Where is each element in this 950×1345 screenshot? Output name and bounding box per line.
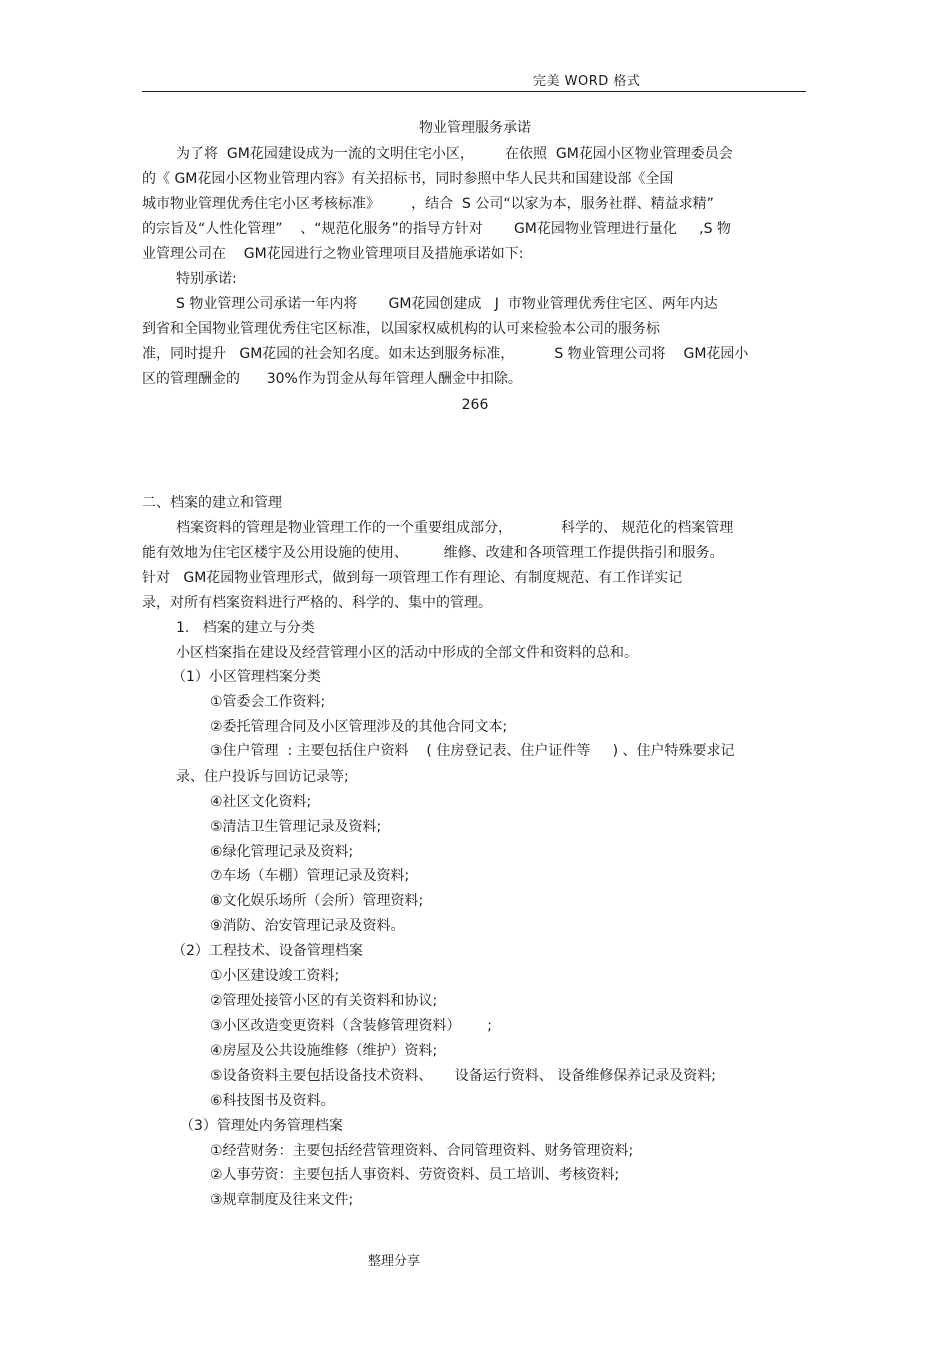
section1-title: 物业管理服务承诺 bbox=[419, 120, 531, 136]
list-item: ⑥绿化管理记录及资料; bbox=[210, 844, 354, 860]
paragraph-line: S 物业管理公司承诺一年内将 GM花园创建成 J 市物业管理优秀住宅区、两年内达 bbox=[176, 296, 718, 312]
list-item: ①经营财务：主要包括经营管理资料、合同管理资料、财务管理资料; bbox=[210, 1143, 634, 1159]
list-item: ⑨消防、治安管理记录及资料。 bbox=[210, 918, 405, 934]
subsection-heading: 1. 档案的建立与分类 bbox=[176, 620, 315, 636]
list-item: ③住户管理 : 主要包括住户资料 ( 住房登记表、住户证件等 ) 、住户特殊要求记 bbox=[210, 743, 735, 759]
paragraph-line: 的《 GM花园小区物业管理内容》有关招标书，同时参照中华人民共和国建设部《全国 bbox=[142, 171, 674, 187]
list-item: ⑧文化娱乐场所（会所）管理资料; bbox=[210, 893, 424, 909]
header-rule bbox=[142, 91, 806, 92]
list-item: ⑤清洁卫生管理记录及资料; bbox=[210, 819, 382, 835]
category-title: （1）小区管理档案分类 bbox=[172, 669, 321, 685]
list-item: ⑦车场（车棚）管理记录及资料; bbox=[210, 868, 410, 884]
list-item: ②委托管理合同及小区管理涉及的其他合同文本; bbox=[210, 719, 508, 735]
paragraph-line: 档案资料的管理是物业管理工作的一个重要组成部分， 科学的、 规范化的档案管理 bbox=[176, 520, 734, 536]
list-item: ②管理处接管小区的有关资料和协议; bbox=[210, 993, 438, 1009]
definition-line: 小区档案指在建设及经营管理小区的活动中形成的全部文件和资料的总和。 bbox=[176, 645, 638, 661]
paragraph-line: 录，对所有档案资料进行严格的、科学的、集中的管理。 bbox=[142, 595, 492, 611]
list-item: ⑥科技图书及资料。 bbox=[210, 1093, 335, 1109]
paragraph-line: 区的管理酬金的 30%作为罚金从每年管理人酬金中扣除。 bbox=[142, 371, 522, 387]
list-item: ①管委会工作资料; bbox=[210, 694, 326, 710]
paragraph-line: 业管理公司在 GM花园进行之物业管理项目及措施承诺如下: bbox=[142, 246, 524, 262]
list-item: ④社区文化资料; bbox=[210, 794, 312, 810]
paragraph-line: 准，同时提升 GM花园的社会知名度。如未达到服务标准， S 物业管理公司将 GM花园小 bbox=[142, 346, 749, 362]
paragraph-line: 的宗旨及“人性化管理” 、“规范化服务”的指导方针对 GM花园物业管理进行量化 ,S 物 bbox=[142, 221, 731, 237]
list-item: ③小区改造变更资料（含装修管理资料） ; bbox=[210, 1018, 492, 1034]
list-item: ③规章制度及往来文件; bbox=[210, 1192, 354, 1208]
list-item-continuation: 录、住户投诉与回访记录等; bbox=[176, 769, 349, 785]
list-item: ④房屋及公共设施维修（维护）资料; bbox=[210, 1043, 438, 1059]
list-item: ②人事劳资：主要包括人事资料、劳资资料、员工培训、考核资料; bbox=[210, 1167, 620, 1183]
category-title: （3）管理处内务管理档案 bbox=[180, 1118, 343, 1134]
paragraph-line: 到省和全国物业管理优秀住宅区标准，以国家权威机构的认可来检验本公司的服务标 bbox=[142, 321, 660, 337]
section2-heading: 二、档案的建立和管理 bbox=[142, 495, 282, 511]
list-item: ①小区建设竣工资料; bbox=[210, 968, 340, 984]
paragraph-line: 能有效地为住宅区楼宇及公用设施的使用、 维修、改建和各项管理工作提供指引和服务。 bbox=[142, 545, 724, 561]
paragraph-line: 为了将 GM花园建设成为一流的文明住宅小区， 在依照 GM花园小区物业管理委员会 bbox=[176, 146, 733, 162]
special-promise-label: 特别承诺: bbox=[176, 271, 237, 287]
page-number: 266 bbox=[461, 397, 489, 413]
category-title: （2）工程技术、设备管理档案 bbox=[172, 943, 363, 959]
paragraph-line: 城市物业管理优秀住宅小区考核标准》 ，结合 S 公司“以家为本，服务社群、精益求精” bbox=[142, 196, 714, 212]
paragraph-line: 针对 GM花园物业管理形式，做到每一项管理工作有理论、有制度规范、有工作详实记 bbox=[142, 570, 683, 586]
list-item: ⑤设备资料主要包括设备技术资料、 设备运行资料、 设备维修保养记录及资料; bbox=[210, 1068, 716, 1084]
header-text: 完美 WORD 格式 bbox=[533, 74, 641, 89]
page-footer: 整理分享 bbox=[368, 1254, 421, 1269]
